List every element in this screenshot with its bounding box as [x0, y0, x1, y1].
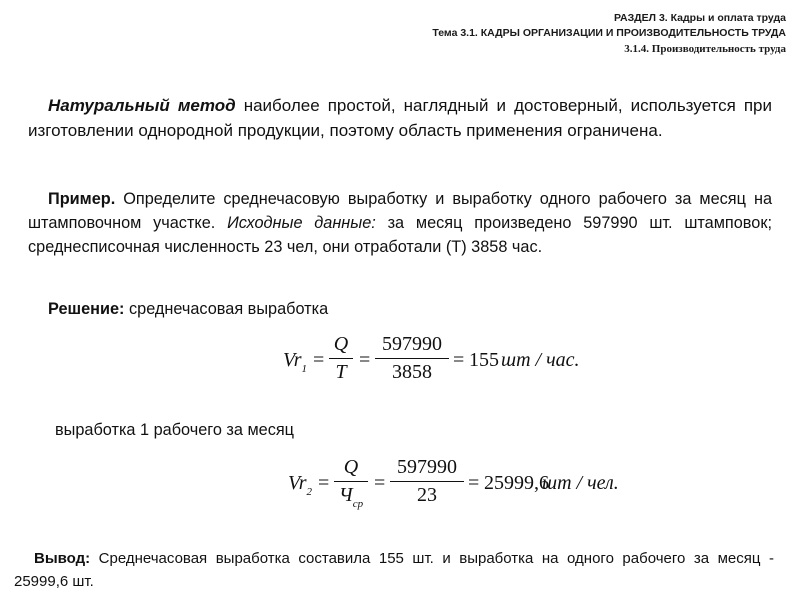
- formula-monthly-output: [288, 456, 628, 520]
- monthly-output-label: выработка 1 рабочего за месяц: [55, 421, 294, 439]
- section-title: РАЗДЕЛ 3. Кадры и оплата труда: [613, 12, 786, 24]
- topic-title: Тема 3.1. КАДРЫ ОРГАНИЗАЦИИ И ПРОИЗВОДИТЕЛЬНОСТЬ ТРУДА: [432, 27, 786, 39]
- formula1-den2: 3858: [392, 361, 432, 383]
- solution-label: Решение:: [48, 300, 125, 318]
- formula2-lhs: $Vr_2$: [288, 472, 313, 498]
- formula2-den1: $Ч_{ср}$: [338, 484, 364, 510]
- formula2-eq-1: =: [318, 472, 330, 494]
- formula2-den2: 23: [417, 484, 437, 506]
- subtopic-title: 3.1.4. Производительность труда: [624, 43, 786, 55]
- formula2-num2: 597990: [397, 456, 457, 478]
- formula2-fraction-numeric: [390, 456, 464, 507]
- formula2-unit: шт / чел.: [542, 472, 619, 494]
- formula1-den1: T: [335, 361, 347, 383]
- natural-method-paragraph: [28, 93, 772, 143]
- formula1-lhs: $Vr_1$: [283, 349, 308, 375]
- formula1-eq-3: =: [453, 349, 465, 371]
- solution-text: среднечасовая выработка: [124, 300, 329, 318]
- formula-hourly-output: [283, 333, 613, 393]
- formula1-unit: шт / час.: [501, 349, 580, 371]
- natural-method-text: наиболее простой, наглядный и достоверный, используется при изготовлении однородной продукции, поэтому область применения ограничена.: [28, 96, 772, 140]
- example-label: Пример.: [48, 190, 116, 208]
- formula2-eq-2: =: [374, 472, 386, 494]
- formula1-num2: 597990: [382, 333, 442, 355]
- conclusion-text: Среднечасовая выработка составила 155 шт. и выработка на одного рабочего за месяц - 25999,6 шт.: [14, 550, 774, 590]
- formula1-fraction-numeric: [375, 333, 449, 384]
- natural-method-term: Натуральный метод: [48, 96, 236, 115]
- formula1-result: 155: [469, 349, 499, 371]
- formula2-fraction-symbolic: [334, 456, 368, 510]
- formula2-num1: Q: [343, 456, 359, 478]
- example-text-1: Определите среднечасовую выработку и выработку одного рабочего за месяц на штамповочном участке.: [28, 190, 772, 232]
- formula2-eq-3: =: [468, 472, 480, 494]
- formula1-eq-1: =: [313, 349, 325, 371]
- formula2-result: 25999,6: [484, 472, 549, 494]
- formula1-fraction-symbolic: [329, 333, 353, 384]
- conclusion-paragraph: [14, 547, 774, 593]
- given-data-label: Исходные данные:: [227, 214, 376, 232]
- solution-paragraph: [48, 297, 768, 321]
- example-paragraph: [28, 187, 772, 259]
- example-text-2: за месяц произведено 597990 шт. штамповок; среднесписочная численность 23 чел, они отработали (Т) 3858 час.: [28, 214, 772, 256]
- conclusion-label: Вывод:: [34, 550, 91, 567]
- formula1-num1: Q: [333, 333, 349, 355]
- formula1-eq-2: =: [359, 349, 371, 371]
